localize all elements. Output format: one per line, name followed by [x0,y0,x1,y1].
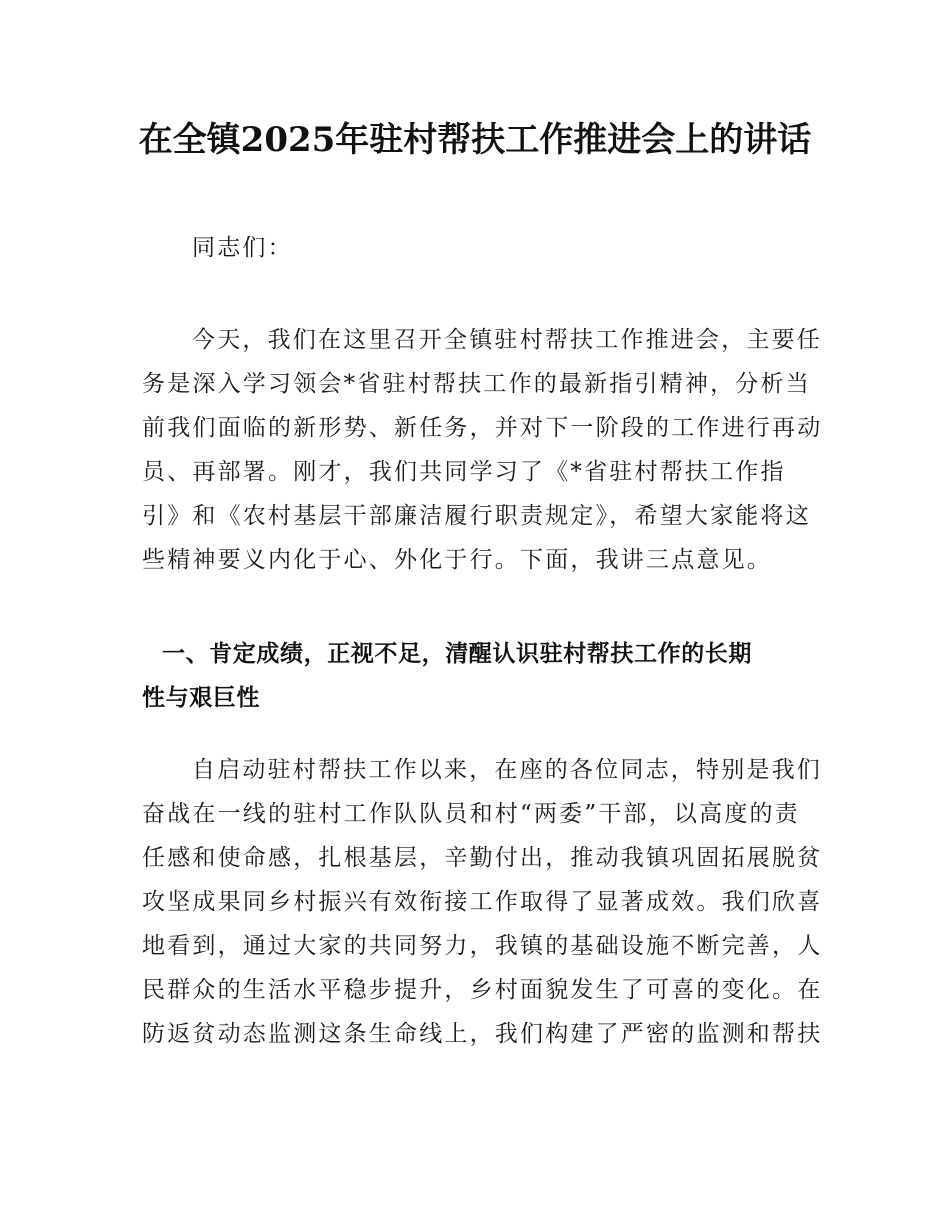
paragraph-line: 引》和《农村基层干部廉洁履行职责规定》，希望大家能将这 [142,503,811,529]
document-title: 在全镇2025年驻村帮扶工作推进会上的讲话 [138,120,812,160]
paragraph-line: 防返贫动态监测这条生命线上，我们构建了严密的监测和帮扶 [142,1021,823,1047]
paragraph-line: 自启动驻村帮扶工作以来，在座的各位同志，特别是我们 [192,757,822,783]
paragraph-line: 今天，我们在这里召开全镇驻村帮扶工作推进会，主要任 [192,327,822,353]
paragraph-line: 民群众的生活水平稳步提升，乡村面貌发生了可喜的变化。在 [142,977,823,1003]
paragraph-line: 任感和使命感，扎根基层，辛勤付出，推动我镇巩固拓展脱贫 [142,845,823,871]
paragraph-line: 攻坚成果同乡村振兴有效衔接工作取得了显著成效。我们欣喜 [142,889,823,915]
heading-line: 一、肯定成绩，正视不足，清醒认识驻村帮扶工作的长期 [162,641,752,667]
greeting [142,226,810,270]
section-heading-1 [142,632,810,720]
heading-line: 性与艰巨性 [142,685,260,711]
greeting-text: 同志们： [192,235,293,261]
paragraph-line: 地看到，通过大家的共同努力，我镇的基础设施不断完善，人 [142,933,823,959]
paragraph-line: 前我们面临的新形势、新任务，并对下一阶段的工作进行再动 [142,415,823,441]
paragraph-achievements [142,748,823,1056]
paragraph-line: 务是深入学习领会*省驻村帮扶工作的最新指引精神，分析当 [142,371,811,397]
paragraph-line: 些精神要义内化于心、外化于行。下面，我讲三点意见。 [142,547,772,573]
paragraph-line: 奋战在一线的驻村工作队队员和村“两委”干部，以高度的责 [142,801,800,827]
paragraph-intro [142,318,823,582]
paragraph-line: 员、再部署。刚才，我们共同学习了《*省驻村帮扶工作指 [142,459,786,485]
